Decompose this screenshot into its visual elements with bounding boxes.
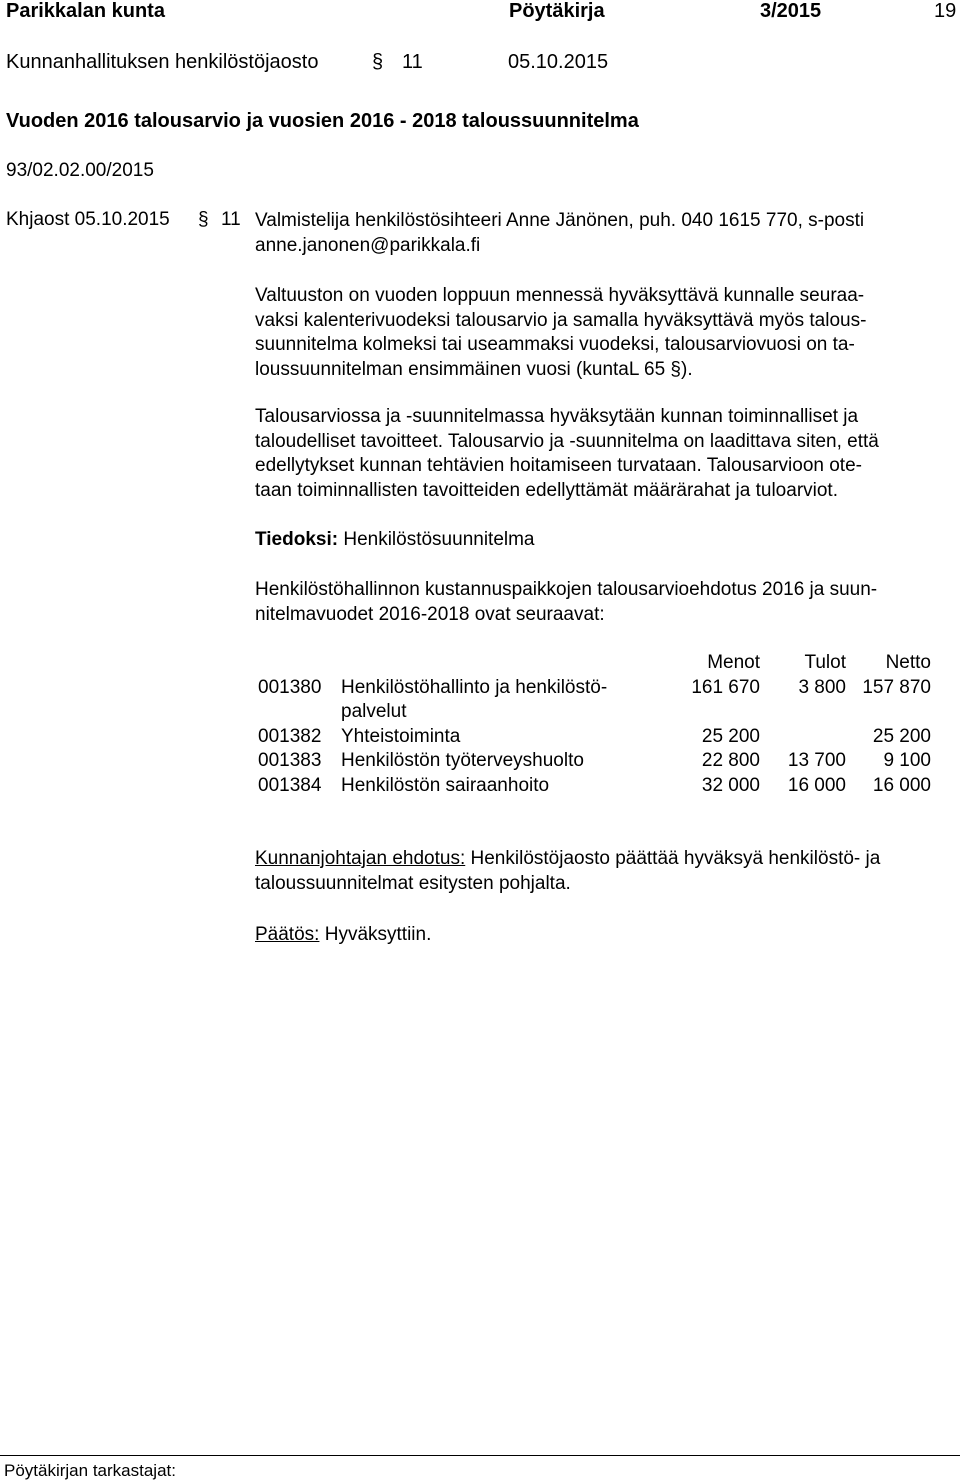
tiedoksi-label: Tiedoksi: (255, 529, 339, 550)
paragraph-line: suunnitelma kolmeksi tai useammaksi vuodeksi, talousarviovuosi on ta- (255, 334, 855, 355)
paragraph-line: Henkilöstöhallinnon kustannuspaikkojen talousarvioehdotus 2016 ja suun- (255, 579, 878, 600)
cost-center-code: 001382 (258, 725, 322, 747)
table-row-continuation (255, 700, 945, 725)
menot-value: 22 800 (701, 750, 760, 771)
table-row (255, 676, 945, 701)
table-header-row (255, 651, 945, 676)
page-title: Vuoden 2016 talousarvio ja vuosien 2016 - 2018 taloussuunnitelma (6, 110, 639, 132)
cost-center-name-continued: palvelut (341, 701, 407, 722)
menot-value: 25 200 (701, 725, 760, 747)
decision-label: Päätös: (255, 924, 320, 945)
netto-value: 25 200 (872, 725, 931, 747)
paragraph-line: nitelmavuodet 2016-2018 ovat seuraavat: (255, 603, 605, 625)
column-header-menot: Menot (707, 652, 760, 673)
cost-center-name: Yhteistoiminta (341, 725, 461, 747)
cost-center-name: Henkilöstöhallinto ja henkilöstö- (341, 676, 608, 698)
decision-text: Hyväksyttiin. (324, 924, 432, 945)
paragraph-line: taan toiminnallisten tavoitteiden edellyttämät määrärahat ja tuloarviot. (255, 479, 838, 501)
record-id: 93/02.02.00/2015 (6, 160, 154, 181)
paragraph-line: edellytykset kunnan tehtävien hoitamiseen turvataan. Talousarvioon ote- (255, 455, 862, 476)
netto-value: 9 100 (883, 750, 931, 771)
footer-reviewers-label: Pöytäkirjan tarkastajat: (4, 1461, 176, 1480)
municipality-name: Parikkalan kunta (6, 0, 165, 22)
paragraph-budget-intro (255, 578, 955, 627)
meeting-ref-section-symbol: § (198, 209, 209, 230)
decision (255, 924, 431, 946)
tiedoksi-text: Henkilöstösuunnitelma (343, 529, 535, 550)
paragraph-budget-obligation (255, 284, 955, 382)
document-type: Pöytäkirja (509, 0, 605, 22)
footer-divider (0, 1455, 960, 1456)
cost-center-code: 001384 (258, 774, 322, 796)
tulot-value: 16 000 (787, 774, 846, 796)
netto-value: 16 000 (872, 774, 931, 796)
netto-value: 157 870 (862, 676, 931, 698)
column-header-tulot: Tulot (804, 652, 846, 673)
tiedoksi-line (255, 529, 535, 551)
proposal-label: Kunnanjohtajan ehdotus: (255, 848, 466, 869)
paragraph-line: loussuunnitelman ensimmäinen vuosi (kuntaL 65 §). (255, 358, 693, 380)
body-name: Kunnanhallituksen henkilöstöjaosto (6, 51, 319, 73)
paragraph-line: Talousarviossa ja -suunnitelmassa hyväksytään kunnan toiminnalliset ja (255, 406, 859, 427)
page-number: 19 (934, 0, 957, 22)
cost-center-name: Henkilöstön sairaanhoito (341, 774, 550, 796)
table-row (255, 725, 945, 750)
proposal-text-continued: taloussuunnitelmat esitysten pohjalta. (255, 872, 571, 894)
document-number: 3/2015 (760, 0, 822, 22)
proposal-first-line (255, 847, 955, 872)
budget-table (255, 651, 945, 798)
menot-value: 32 000 (701, 774, 760, 796)
table-row (255, 749, 945, 774)
section-number: 11 (402, 51, 423, 73)
section-symbol: § (372, 51, 384, 73)
column-header-netto: Netto (885, 652, 931, 673)
table-row (255, 774, 945, 799)
tulot-value: 13 700 (787, 750, 846, 771)
paragraph-line: Valtuuston on vuoden loppuun mennessä hyväksyttävä kunnalle seuraa- (255, 285, 865, 306)
cost-center-name: Henkilöstön työterveyshuolto (341, 750, 584, 771)
meeting-date: 05.10.2015 (508, 51, 609, 73)
meeting-ref-section-number: 11 (221, 209, 241, 230)
preparer-email: anne.janonen@parikkala.fi (255, 234, 481, 256)
paragraph-goals (255, 405, 955, 503)
paragraph-line: vaksi kalenterivuodeksi talousarvio ja samalla hyväksyttävä myös talous- (255, 309, 867, 331)
tulot-value: 3 800 (798, 676, 846, 698)
preparer-line: Valmistelija henkilöstösihteeri Anne Jänönen, puh. 040 1615 770, s-posti (255, 210, 865, 231)
cost-center-code: 001380 (258, 676, 322, 698)
meeting-ref-label: Khjaost 05.10.2015 (6, 209, 170, 230)
paragraph-line: taloudelliset tavoitteet. Talousarvio ja -suunnitelma on laadittava siten, että (255, 430, 879, 452)
menot-value: 161 670 (691, 676, 760, 698)
cost-center-code: 001383 (258, 750, 322, 771)
mayor-proposal (255, 847, 955, 896)
proposal-text: Henkilöstöjaosto päättää hyväksyä henkilöstö- ja (470, 848, 881, 869)
preparer-info (255, 209, 955, 258)
